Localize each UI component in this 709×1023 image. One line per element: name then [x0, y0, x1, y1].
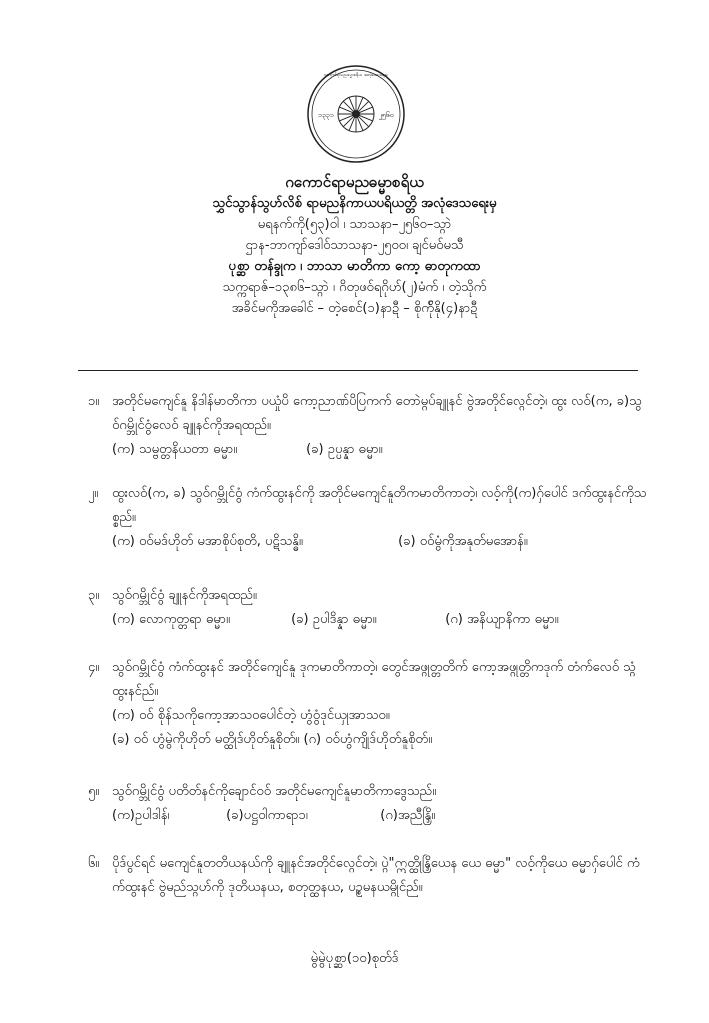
question-4: [88, 656, 648, 752]
question-3: [88, 584, 648, 632]
question-option: (က) ဝဝ် စိုန်သကိုကော့အာသဝပေါင်တဲ့ ဟွံဝွံဒုင်ယှုအာသဝ။: [112, 708, 390, 723]
header: [40, 172, 669, 319]
option: (ခ) ဝဝ်မွံကိုအနုတ်မအောန်။: [398, 534, 528, 549]
question-number: ၅။: [88, 784, 100, 799]
option: (ခ) ဥပ္ပန္နာ ဓမ္မာ။: [306, 442, 383, 457]
question-number: ၄။: [88, 660, 100, 675]
question-number: ၁။: [88, 394, 100, 409]
header-line5: ပုစ္ဆာ တန်ခ္ဒုက ၊ ဘာသာ မာတိကာ ကော့ ဓာတုကထာ: [228, 259, 481, 274]
question-number: ၃။: [88, 588, 100, 603]
option: (ခ)ပဋ္ဌဝါကာရာ၁၊: [226, 808, 308, 823]
question-text: အတိုင်မကျေင်နူ နိဒါန်မာတိကာ ပယှုံပိ ကော့ညာဏ်ပိပြကက် တောဲမ္ဂပ်ချူနင် ဗွဲအတိုင်လ္ဂေင်တဲ့၊ ထွး လဝ်(က, ခ)သွဝ်ဂမ္ဘိုင်ဝွံလေဝ် ချူနင်ကိုအရထည်။: [112, 394, 642, 433]
option: (က)ဥပါဒါန်၊: [112, 808, 170, 823]
header-line7: အခိင်မကိုအခေါင် – တဲ့စေင်(၁)နာဍီ – စိုက်ိုနို(၄)နာဍီ: [231, 301, 478, 316]
header-line4: ဌာန-ဘာကျာ်ဒေါဝ်သာသနာ-၂၅၀၀၊ ချင်မဝ်မသီ: [245, 238, 464, 253]
option: (ဂ)အညီန္ဒြိ။: [380, 808, 436, 823]
question-number: ၆။: [88, 856, 100, 871]
option: (က) ဝဝ်မဒ်ဟိုတ် မအာစိုပ်စုတိ, ပဋိသန္ဓိ။: [112, 534, 303, 549]
question-option: (ခ) ဝဝ် ဟွံမွဲကိုဟိုတ် မတ္ထိုဒ်ဟိုတ်နူစိုတ်။ (ဂ) ဝဝ်ဟွံကျိုဒ်ဟိုတ်နူစိုတ်။: [112, 732, 433, 747]
question-text: သွဝ်ဂမ္ဘိုင်ဝွံ ကံက်ထွးနင် အတိုင်ကျေင်နူ ဒုကမာတိကာတဲ့၊ တွေင်အဖ္ဂုတ္တတိက် ကော့အဖ္ဂုတ္တိကဒုက် တံက်လေဝ် သ္ဂံထွးနင်ည်။: [112, 660, 636, 699]
question-options: [112, 608, 648, 632]
option: (က) လောကုတ္တရာ ဓမ္မာ။: [112, 612, 230, 627]
question-2: [88, 482, 648, 554]
footer-note: မွဲမွဲပုစ္ဆာ(၁၀)စုတ်ဒ်: [310, 951, 399, 966]
question-text: သွဝ်ဂမ္ဘိုင်ဝွံ ပတိတ်နင်ကိုချောင်ဝဝ် အတိုင်မကျေင်နူမာတိကာဒွေသည်။: [112, 784, 437, 799]
seal-right-number: ၂၅၆၀: [378, 111, 394, 119]
question-1: [88, 390, 648, 462]
question-options: [112, 804, 648, 828]
seal-left-number: ၁၃၃၁: [318, 111, 334, 119]
question-number: ၂။: [88, 486, 99, 501]
header-title: ဂကောင်ရာမညဓမ္မာစရိယ: [285, 173, 424, 191]
question-options: [112, 530, 648, 554]
option: (ခ) ဥပါဒိန္နာ ဓမ္မာ။: [291, 612, 377, 627]
seal-ring-text: ဂကောင်ရာမညဓမ္မာစရိယ အလုံ‌ဒေသရေးမှ: [323, 72, 389, 77]
question-5: [88, 780, 648, 828]
question-options: [112, 438, 648, 462]
header-subtitle: သွှင်သွာန်သွဟ်လိစ် ရာမညနိကာယပရိယတ္တိ အလုံဒေသရေးမှ: [212, 196, 497, 211]
option: (က) သမ္ဗတ္တနိယတာ ဓမ္မာ။: [112, 442, 238, 457]
header-divider: [78, 370, 638, 371]
header-line6: သက္ကရာဇ်–၁၃၈၆–သ္ဂာဲ ၊ ဂိတုဖဝ်ရဂိုဟ်(၂)မံက် ၊ တဲ့သိုက်: [222, 280, 487, 295]
question-6: [88, 852, 648, 900]
header-line3: မရနက်ကို(၅၃)ဝါ ၊ သာသနာ–၂၅၆၀–သ္ဂာဲ: [257, 217, 452, 232]
question-text: ထွးလဝ်(က, ခ) သွဝ်ဂမ္ဘိုင်ဝွံ ကံက်ထွးနင်ကို အတိုင်မကျေင်နူတိကမာတိကာတဲ့၊ လဝ့်ကို(က)ဂှ်ပေါင် ဒက်ထွးနင်ကိုသစ္စည်။: [112, 486, 647, 525]
question-text: ပိုဒ်ပွင်ရင် မကျေင်နူတတိယနယ်ကို ချူနင်အတိုင်လ္ဂေင်တဲ့၊ ပ္ဂဲ"ဣတ္ထိုန္ဒြိယေန ယေ ဓမ္မာ" လဝ့်ကိုယေ ဓမ္မာဂှ်ပေါင် ကံက်ထွးနင် ဗွဲမည်သ္ဂဟ်ကို ဒုတိယနယ, စတုတ္ထနယ, ပဉ္စမနယမ္ဂိုင်ည်။: [112, 856, 640, 895]
option: (ဂ) အနိယျာနိကာ ဓမ္မာ။: [445, 612, 559, 627]
monastery-seal: [306, 64, 406, 164]
question-text: သွဝ်ဂမ္ဘိုင်ဝွံ ချူနင်ကိုအရထည်။: [112, 588, 257, 603]
